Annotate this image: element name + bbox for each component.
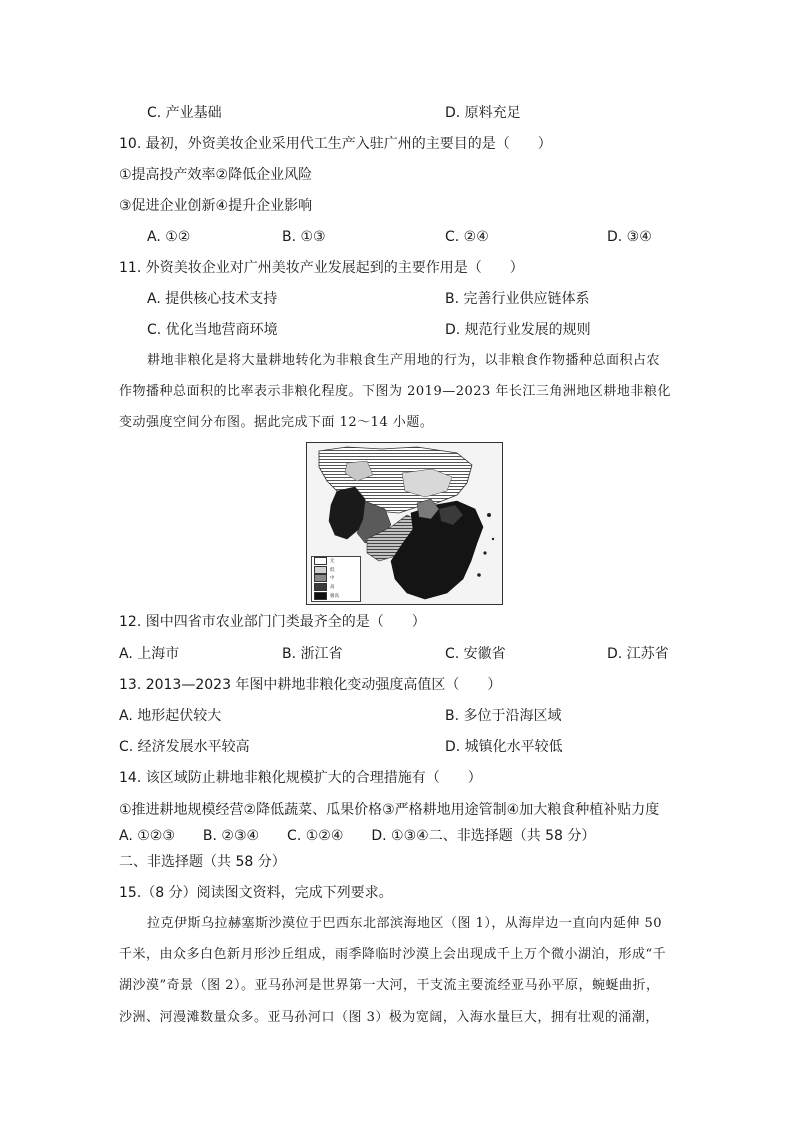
q13-option-a: A. 地形起伏较大 xyxy=(119,708,222,724)
q13-option-b: B. 多位于沿海区域 xyxy=(445,708,562,724)
q10-option-b: B. ①③ xyxy=(282,229,326,245)
q12-stem: 12. 图中四省市农业部门门类最齐全的是（ ） xyxy=(119,614,426,630)
legend-label: 无 xyxy=(330,558,335,564)
yangtze-delta-map xyxy=(306,442,503,605)
passage1-line1: 耕地非粮化是将大量耕地转化为非粮食生产用地的行为，以非粮食作物播种总面积占农 xyxy=(147,353,661,368)
q10-option-a: A. ①② xyxy=(147,229,191,245)
q15-stem: 15.（8 分）阅读图文资料，完成下列要求。 xyxy=(119,885,393,901)
q13-option-d: D. 城镇化水平较低 xyxy=(445,739,563,755)
q11-option-c: C. 优化当地营商环境 xyxy=(147,322,278,338)
q11-stem: 11. 外资美妆企业对广州美妆产业发展起到的主要作用是（ ） xyxy=(119,260,524,276)
legend-label: 中 xyxy=(330,575,335,582)
legend-row-low xyxy=(312,566,360,575)
q15-passage-line1: 拉克伊斯乌拉赫塞斯沙漠位于巴西东北部滨海地区（图 1），从海岸边一直向内延伸 50 xyxy=(147,916,663,931)
q14-options: A. ①②③ B. ②③④ C. ①②④ D. ①③④二、非选择题（共 58 分） xyxy=(119,828,596,844)
q12-option-a: A. 上海市 xyxy=(119,646,180,662)
q11-option-d: D. 规范行业发展的规则 xyxy=(445,322,591,338)
q9-option-d: D. 原料充足 xyxy=(445,105,521,121)
q15-passage-line3: 湖沙漠”奇景（图 2）。亚马孙河是世界第一大河，干支流主要流经亚马孙平原，蜿蜒曲折， xyxy=(119,978,660,993)
q10-stem: 10. 最初，外资美妆企业采用代工生产入驻广州的主要目的是（ ） xyxy=(119,136,552,152)
q12-option-d: D. 江苏省 xyxy=(607,646,669,662)
legend-row-high xyxy=(312,583,360,592)
legend-label: 极高 xyxy=(330,592,340,599)
legend-swatch-high xyxy=(314,583,327,591)
q10-option-c: C. ②④ xyxy=(445,229,489,245)
section2-title: 二、非选择题（共 58 分） xyxy=(119,854,286,870)
q15-passage-line4: 沙洲、河漫滩数量众多。亚马孙河口（图 3）极为宽阔，入海水量巨大，拥有壮观的涌潮， xyxy=(119,1010,659,1025)
q10-items-line1: ①提高投产效率②降低企业风险 xyxy=(119,167,313,183)
map-legend xyxy=(311,556,361,602)
legend-row-very-high xyxy=(312,591,360,600)
legend-label: 高 xyxy=(330,584,335,590)
q11-option-a: A. 提供核心技术支持 xyxy=(147,291,278,307)
q12-option-c: C. 安徽省 xyxy=(445,646,506,662)
q10-items-line2: ③促进企业创新④提升企业影响 xyxy=(119,198,313,214)
legend-label: 低 xyxy=(330,567,335,573)
q14-items: ①推进耕地规模经营②降低蔬菜、瓜果价格③严格耕地用途管制④加大粮食种植补贴力度 xyxy=(119,802,660,818)
legend-swatch-very-high xyxy=(314,592,327,600)
passage1-line2: 作物播种总面积的比率表示非粮化程度。下图为 2019—2023 年长江三角洲地区耕地非粮化 xyxy=(119,384,671,399)
legend-row-none xyxy=(312,557,360,566)
q14-stem: 14. 该区域防止耕地非粮化规模扩大的合理措施有（ ） xyxy=(119,770,482,786)
q9-option-c: C. 产业基础 xyxy=(147,105,222,121)
q11-option-b: B. 完善行业供应链体系 xyxy=(445,291,590,307)
legend-swatch-low xyxy=(314,566,327,574)
q13-option-c: C. 经济发展水平较高 xyxy=(119,739,250,755)
legend-swatch-none xyxy=(314,557,327,565)
legend-swatch-mid xyxy=(314,574,327,582)
q10-option-d: D. ③④ xyxy=(607,229,652,245)
q15-passage-line2: 千米，由众多白色新月形沙丘组成，雨季降临时沙漠上会出现成千上万个微小湖泊，形成“千 xyxy=(119,947,667,962)
passage1-line3: 变动强度空间分布图。据此完成下面 12～14 小题。 xyxy=(119,415,434,430)
q12-option-b: B. 浙江省 xyxy=(282,646,343,662)
legend-row-mid xyxy=(312,574,360,583)
q13-stem: 13. 2013—2023 年图中耕地非粮化变动强度高值区（ ） xyxy=(119,677,502,693)
